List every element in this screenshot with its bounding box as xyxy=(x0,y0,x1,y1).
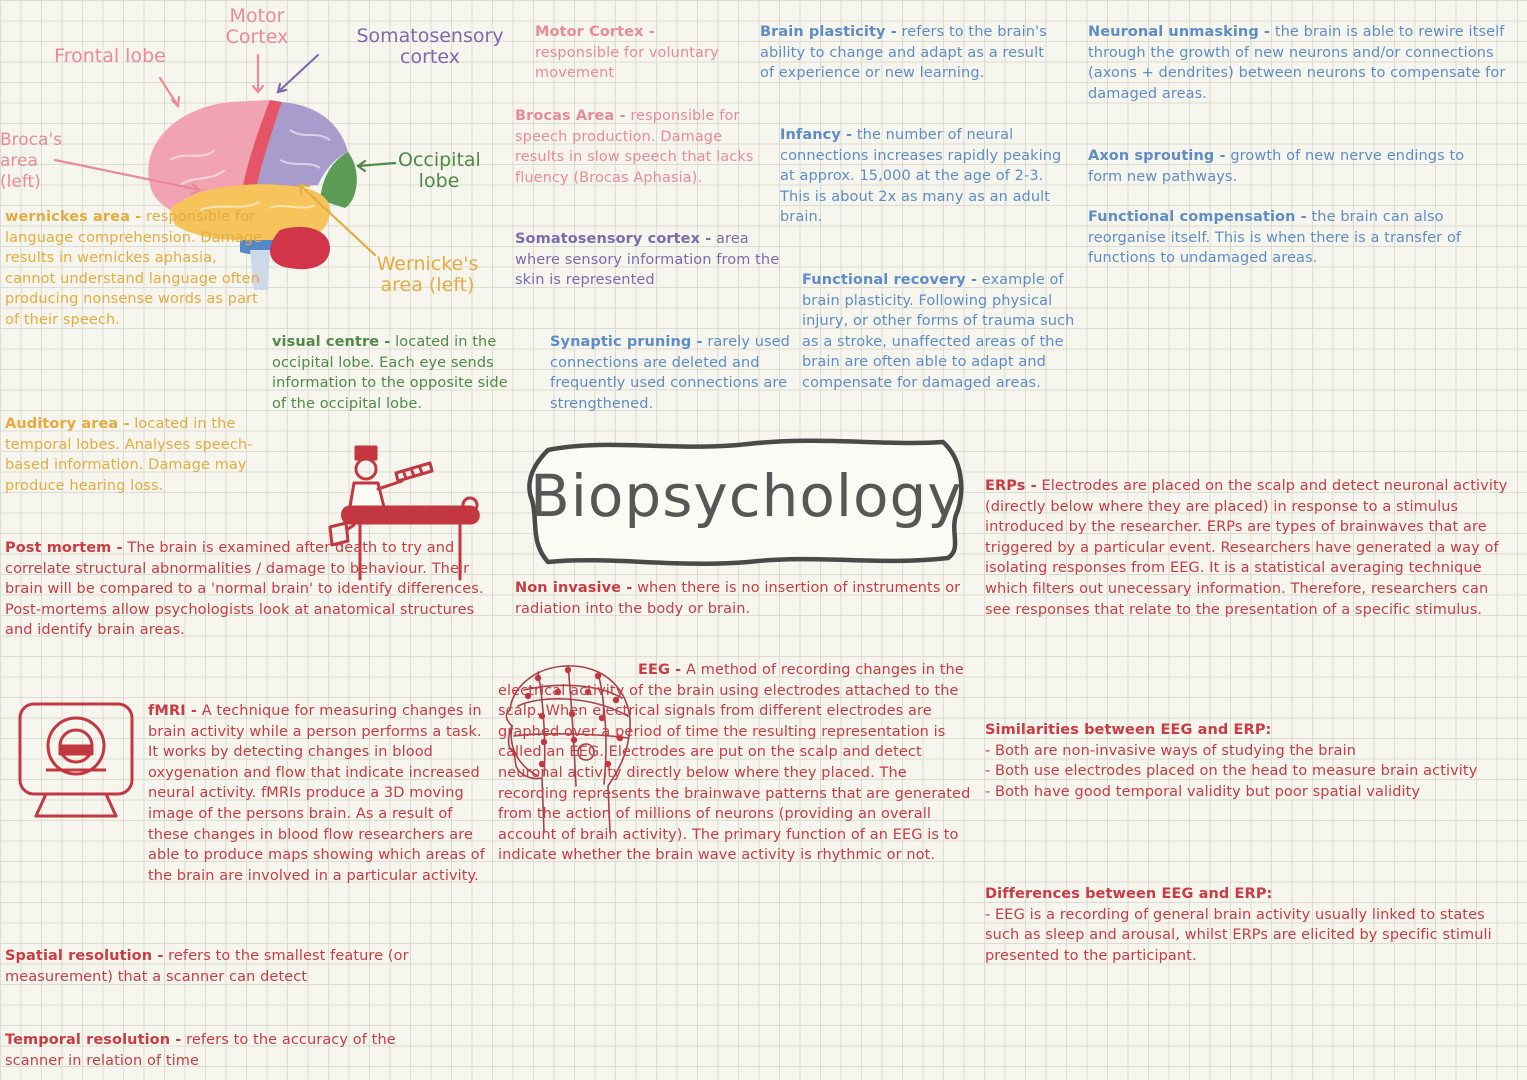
page-title: Biopsychology xyxy=(530,462,963,530)
list-item: - Both have good temporal validity but poor spatial validity xyxy=(985,783,1421,800)
note-erps: ERPs - Electrodes are placed on the scalp and detect neuronal activity (directly below where they are placed) in response to a stimulus introduced by the researcher. ERPs are types of brainwaves that are triggered by a particular event. Researchers have generated a way of isolating responses from EEG. It is a statistical averaging technique which filters out unecessary information. Therefore, researchers can see responses that relate to the presentation of a specific stimulus. xyxy=(985,478,1508,618)
label-occipital-lobe: Occipital lobe xyxy=(398,149,481,192)
note-eeg: EEG - A method of recording changes in the electrical activity of the brain using electrodes attached to the scalp. When electrical signals from different electrodes are graphed over a period of time the resulting representation is called an EEG. Electrodes are put on the scalp and detect neuronal activity directly below where they placed. The recording represents the brainwave patterns that are generated from the action of millions of neurons (providing an overall account of brain activity). The primary function of an EEG is to indicate whether the brain wave activity is rhythmic or not. xyxy=(498,662,971,864)
label-motor-cortex: Motor Cortex xyxy=(225,5,289,48)
note-neuronal-unmasking: Neuronal unmasking - the brain is able to rewire itself through the growth of new neurons and/or connections (axons + dendrites) between neurons to compensate for damaged areas. xyxy=(1088,24,1506,102)
note-motor-cortex: Motor Cortex - responsible for voluntary movement xyxy=(535,24,719,82)
note-spatial-resolution: Spatial resolution - refers to the smallest feature (or measurement) that a scanner can detect xyxy=(5,948,409,985)
note-differences: Differences between EEG and ERP: - EEG is a recording of general brain activity usually linked to states such as sleep and arousal, whilst ERPs are elicited by specific stimuli presented to the participant. xyxy=(985,884,1505,966)
note-wernickes-area: wernickes area - responsible for language comprehension. Damage results in wernickes aphasia, cannot understand language often producing nonsense words as part of their speech. xyxy=(5,209,263,328)
note-fmri: fMRI - A technique for measuring changes in brain activity while a person performs a task. It works by detecting changes in blood oxygenation and flow that indicate increased neural activity. fMRIs produce a 3D moving image of the persons brain. As a result of these changes in blood flow researchers are able to produce maps showing which areas of the brain are involved in a particular activity. xyxy=(148,703,485,884)
note-post-mortem: Post mortem - The brain is examined after death to try and correlate structural abnormalities / damage to behaviour. Their brain will be compared to a 'normal brain' to identify differences. Post-mortems allow psychologists look at anatomical structures and identify brain areas. xyxy=(5,540,484,639)
note-brain-plasticity: Brain plasticity - refers to the brain's ability to change and adapt as a result of experience or new learning. xyxy=(760,24,1047,82)
note-functional-compensation: Functional compensation - the brain can also reorganise itself. This is when there is a transfer of functions to undamaged areas. xyxy=(1088,209,1462,267)
note-non-invasive: Non invasive - when there is no insertion of instruments or radiation into the body or brain. xyxy=(515,580,961,617)
label-frontal-lobe: Frontal lobe xyxy=(54,45,166,67)
note-synaptic-pruning: Synaptic pruning - rarely used connections are deleted and frequently used connections are strengthened. xyxy=(550,334,790,412)
label-somatosensory-cortex: Somatosensory cortex xyxy=(356,25,504,68)
note-visual-centre: visual centre - located in the occipital lobe. Each eye sends information to the opposite side of the occipital lobe. xyxy=(272,334,508,412)
list-item: - Both use electrodes placed on the head to measure brain activity xyxy=(985,763,1478,780)
note-axon-sprouting: Axon sprouting - growth of new nerve endings to form new pathways. xyxy=(1088,148,1465,185)
note-brocas-area: Brocas Area - responsible for speech production. Damage results in slow speech that lacks fluency (Brocas Aphasia). xyxy=(515,108,754,186)
note-somatosensory-cortex: Somatosensory cortex - area where sensory information from the skin is represented xyxy=(515,231,780,289)
note-infancy: Infancy - the number of neural connections increases rapidly peaking at approx. 15,000 at the age of 2-3. This is about 2x as many as an adult brain. xyxy=(780,127,1062,226)
note-functional-recovery: Functional recovery - example of brain plasticity. Following physical injury, or other forms of trauma such as a stroke, unaffected areas of the brain are often able to adapt and compensate for damaged areas. xyxy=(802,272,1075,391)
list-item: - EEG is a recording of general brain activity usually linked to states such as sleep and arousal, whilst ERPs are elicited by specific stimuli presented to the participant. xyxy=(985,906,1492,964)
note-similarities: Similarities between EEG and ERP: - Both are non-invasive ways of studying the brain - Both use electrodes placed on the head to measure brain activity - Both have good temporal validity but poor spatial validity xyxy=(985,720,1505,802)
note-auditory-area: Auditory area - located in the temporal lobes. Analyses speech-based information. Damage may produce hearing loss. xyxy=(5,416,253,494)
label-wernickes-area: Wernicke's area (left) xyxy=(376,253,479,296)
mri-scanner-icon xyxy=(16,700,136,820)
list-item: - Both are non-invasive ways of studying the brain xyxy=(985,742,1357,759)
note-temporal-resolution: Temporal resolution - refers to the accuracy of the scanner in relation of time xyxy=(5,1032,396,1069)
label-brocas-area: Broca's area (left) xyxy=(0,130,62,192)
